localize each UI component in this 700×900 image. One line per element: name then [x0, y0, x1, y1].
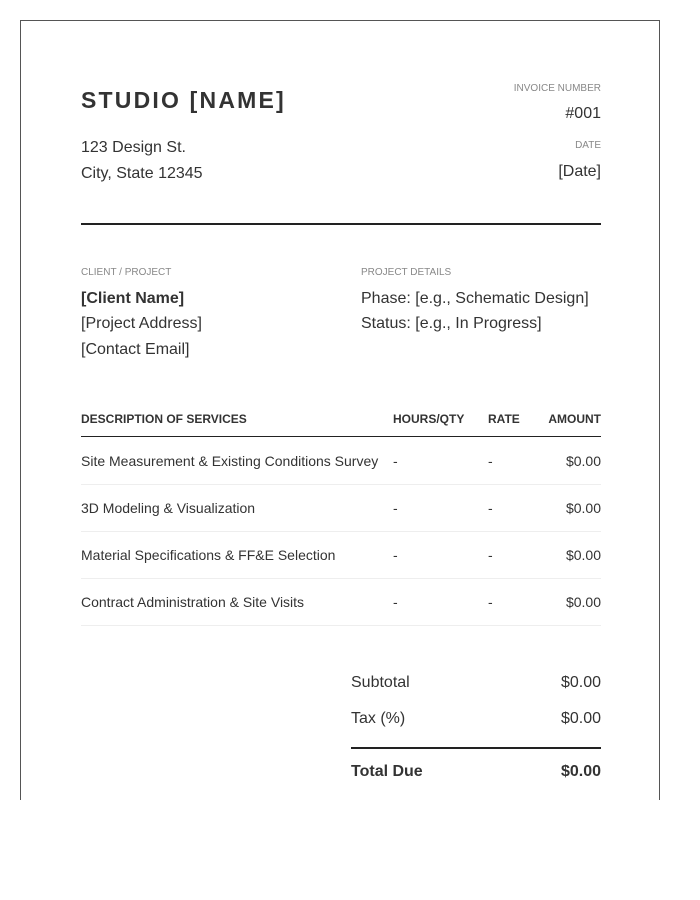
- row-description: 3D Modeling & Visualization: [81, 500, 256, 516]
- client-name: [Client Name]: [81, 290, 185, 307]
- invoice-date: [Date]: [558, 163, 601, 180]
- column-header-hours-qty: HOURS/QTY: [393, 412, 465, 426]
- project-address: [Project Address]: [81, 315, 202, 332]
- contact-email: [Contact Email]: [81, 341, 190, 358]
- column-header-rate: RATE: [488, 412, 520, 426]
- client-section-label: CLIENT / PROJECT: [81, 267, 172, 278]
- column-header-amount: AMOUNT: [548, 412, 601, 426]
- table-row: [81, 437, 601, 485]
- row-amount: $0.00: [565, 547, 601, 563]
- row-amount: $0.00: [565, 453, 601, 469]
- invoice-number: #001: [565, 105, 601, 122]
- invoice-date-label: DATE: [575, 140, 601, 151]
- invoice-number-label: INVOICE NUMBER: [513, 83, 601, 94]
- total-due-value: $0.00: [560, 763, 601, 780]
- studio-name: STUDIO [NAME]: [81, 87, 286, 113]
- row-qty: -: [393, 547, 398, 563]
- project-details-label: PROJECT DETAILS: [361, 267, 452, 278]
- table-row: [81, 578, 601, 626]
- row-amount: $0.00: [565, 594, 601, 610]
- row-description: Material Specifications & FF&E Selection: [81, 547, 336, 563]
- row-description: Contract Administration & Site Visits: [81, 594, 305, 610]
- table-row: [81, 531, 601, 579]
- row-qty: -: [393, 453, 398, 469]
- subtotal-label: Subtotal: [351, 674, 410, 691]
- header-divider: [81, 223, 601, 225]
- total-due-label: Total Due: [351, 763, 423, 780]
- studio-address-line2: City, State 12345: [81, 165, 203, 182]
- row-qty: -: [393, 500, 398, 516]
- studio-address-line1: 123 Design St.: [81, 139, 186, 156]
- row-description: Site Measurement & Existing Conditions Survey: [81, 453, 379, 469]
- subtotal-value: $0.00: [560, 674, 601, 691]
- column-header-description: DESCRIPTION OF SERVICES: [81, 412, 247, 426]
- project-status: Status: [e.g., In Progress]: [361, 315, 542, 332]
- row-rate: -: [488, 547, 493, 563]
- project-phase: Phase: [e.g., Schematic Design]: [361, 290, 589, 307]
- row-qty: -: [393, 594, 398, 610]
- row-rate: -: [488, 594, 493, 610]
- row-rate: -: [488, 500, 493, 516]
- row-rate: -: [488, 453, 493, 469]
- table-row: [81, 484, 601, 532]
- row-amount: $0.00: [565, 500, 601, 516]
- total-divider: [351, 747, 601, 749]
- tax-label: Tax (%): [351, 710, 406, 727]
- invoice-sheet: [20, 20, 660, 800]
- tax-value: $0.00: [560, 710, 601, 727]
